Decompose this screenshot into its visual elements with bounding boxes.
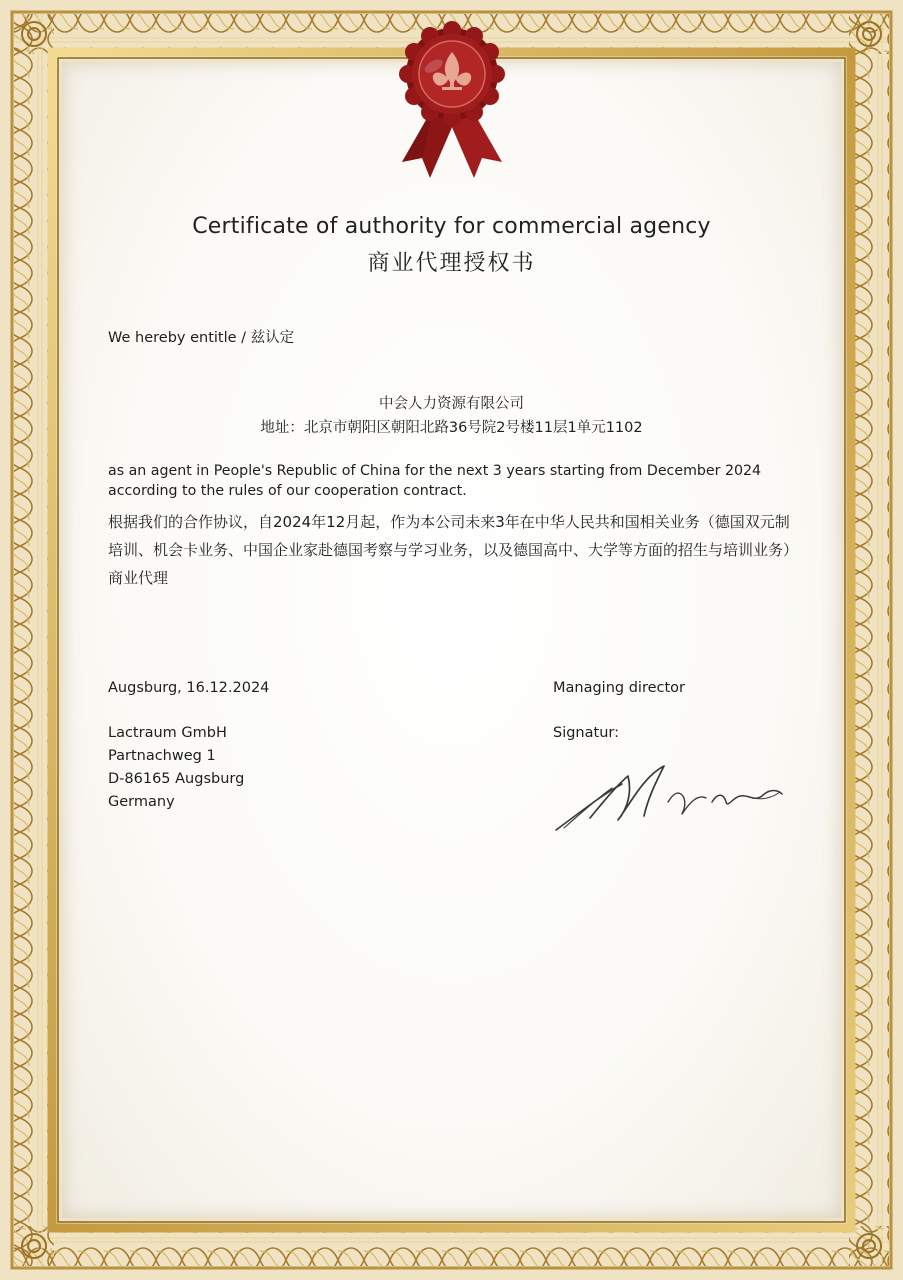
wax-seal-with-ribbon-icon bbox=[382, 14, 522, 184]
signatory-role: Managing director bbox=[553, 680, 685, 696]
body-chinese: 根据我们的合作协议，自2024年12月起，作为本公司未来3年在中华人民共和国相关业务（德国双元制培训、机会卡业务、中国企业家赴德国考察与学习业务，以及德国高中、大学等方面的招生与培训业务）商业代理 bbox=[108, 513, 799, 587]
title-english: Certificate of authority for commercial agency bbox=[192, 214, 711, 239]
issuer-address-block bbox=[108, 722, 244, 814]
entitle-line: We hereby entitle / 兹认定 bbox=[108, 330, 295, 346]
issuer-street: Partnachweg 1 bbox=[108, 748, 216, 764]
issuer-city: D-86165 Augsburg bbox=[108, 771, 245, 787]
agent-company-name: 中会人力资源有限公司 bbox=[379, 396, 524, 412]
place-date: Augsburg, 16.12.2024 bbox=[108, 680, 270, 696]
handwritten-signature bbox=[548, 758, 798, 840]
signature-label: Signatur: bbox=[553, 725, 619, 741]
title-chinese: 商业代理授权书 bbox=[367, 251, 536, 276]
issuer-name: Lactraum GmbH bbox=[108, 725, 227, 741]
body-english: as an agent in People's Republic of China for the next 3 years starting from December 2024 according to the rules of our cooperation contract. bbox=[108, 463, 762, 499]
issuer-country: Germany bbox=[108, 794, 175, 810]
agent-address: 地址：北京市朝阳区朝阳北路36号院2号楼11层1单元1102 bbox=[260, 420, 643, 436]
